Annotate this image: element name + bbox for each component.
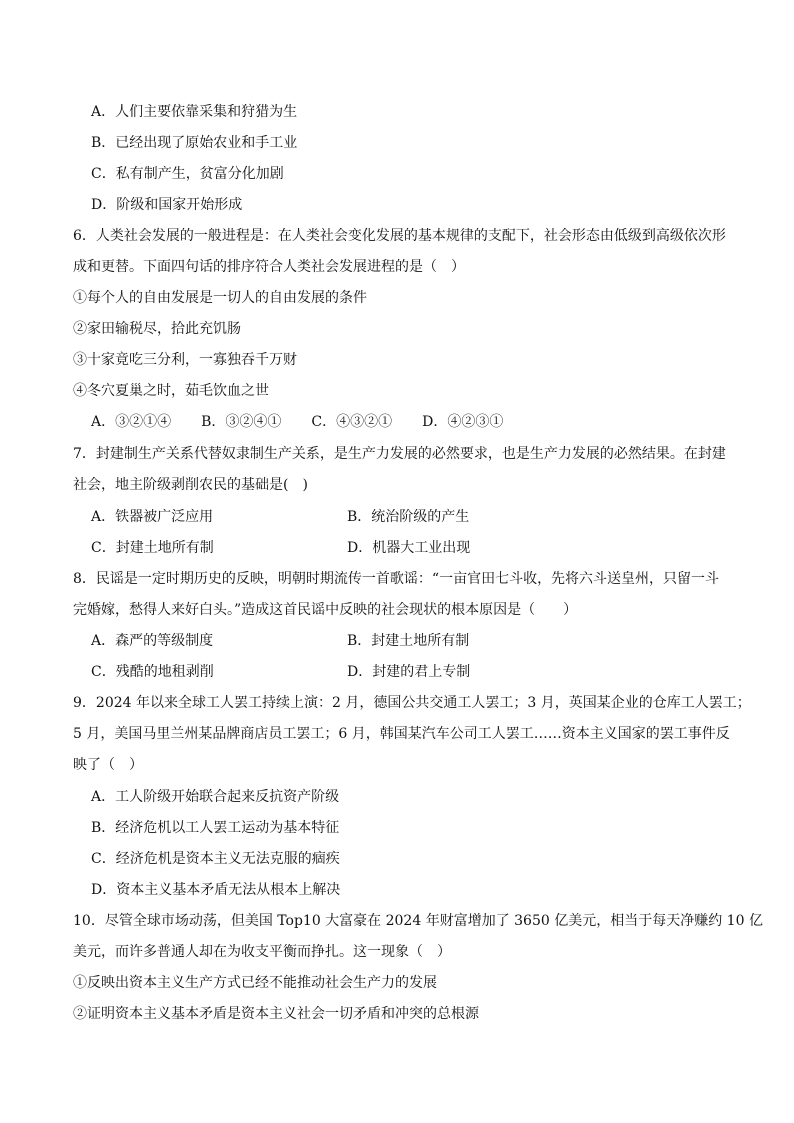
q10-stem-line2: 美元，而许多普通人却在为收支平衡而挣扎。这一现象（ ） — [73, 944, 451, 960]
q7-stem-line2: 社会，地主阶级剥削农民的基础是( ) — [73, 477, 308, 493]
q8-stem-line2: 完婚嫁，愁得人来好白头。”造成这首民谣中反映的社会现状的根本原因是（ ） — [73, 602, 578, 618]
q6-option-d: D．④②③① — [422, 414, 504, 430]
q9-option-b: B．经济危机以工人罢工运动为基本特征 — [91, 820, 340, 836]
q9-option-d: D．资本主义基本矛盾无法从根本上解决 — [91, 882, 341, 898]
q8-option-b: B．封建土地所有制 — [347, 633, 470, 649]
q7-option-d: D．机器大工业出现 — [347, 540, 471, 556]
q9-option-a: A．工人阶级开始联合起来反抗资产阶级 — [91, 789, 340, 805]
q9-stem-line1: 9．2024 年以来全球工人罢工持续上演：2 月，德国公共交通工人罢工；3 月，英国某企业的仓库工人罢工； — [73, 695, 751, 711]
q9-stem-line3: 映了（ ） — [73, 757, 143, 773]
q6-item-4: ④冬穴夏巢之时，茹毛饮血之世 — [73, 383, 269, 399]
q5-option-a: A．人们主要依靠采集和狩猎为生 — [91, 104, 298, 120]
q8-stem-line1: 8．民谣是一定时期历史的反映，明朝时期流传一首歌谣：“一亩官田七斗收，先将六斗送皇州，只留一斗 — [73, 571, 720, 587]
q6-option-b: B．③②④① — [201, 414, 282, 430]
q9-stem-line2: 5 月，美国马里兰州某品牌商店员工罢工；6 月，韩国某汽车公司工人罢工……资本主义国家的罢工事件反 — [73, 726, 730, 742]
q6-item-1: ①每个人的自由发展是一切人的自由发展的条件 — [73, 290, 367, 306]
q6-option-a: A．③②①④ — [91, 414, 172, 430]
q7-option-b: B．统治阶级的产生 — [347, 509, 470, 525]
q10-item-2: ②证明资本主义基本矛盾是资本主义社会一切矛盾和冲突的总根源 — [73, 1006, 479, 1022]
q6-item-2: ②家田输税尽，拾此充饥肠 — [73, 321, 241, 337]
q8-option-d: D．封建的君上专制 — [347, 664, 471, 680]
q10-item-1: ①反映出资本主义生产方式已经不能推动社会生产力的发展 — [73, 975, 437, 991]
q9-option-c: C．经济危机是资本主义无法克服的痼疾 — [91, 851, 340, 867]
q7-option-a: A．铁器被广泛应用 — [91, 509, 214, 525]
q6-item-3: ③十家竟吃三分利，一寡独吞千万财 — [73, 352, 297, 368]
q6-stem-line2: 成和更替。下面四句话的排序符合人类社会发展进程的是（ ） — [73, 259, 465, 275]
q5-option-c: C．私有制产生，贫富分化加剧 — [91, 166, 284, 182]
q10-stem-line1: 10．尽管全球市场动荡，但美国 Top10 大富豪在 2024 年财富增加了 3650 亿美元，相当于每天净赚约 10 亿 — [73, 913, 763, 929]
q7-stem-line1: 7．封建制生产关系代替奴隶制生产关系，是生产力发展的必然要求，也是生产力发展的必然结果。在封建 — [73, 446, 726, 462]
q6-option-c: C．④③②① — [311, 414, 393, 430]
q8-option-a: A．森严的等级制度 — [91, 633, 214, 649]
q5-option-b: B．已经出现了原始农业和手工业 — [91, 135, 298, 151]
q5-option-d: D．阶级和国家开始形成 — [91, 197, 243, 213]
q8-option-c: C．残酷的地租剥削 — [91, 664, 214, 680]
q6-stem-line1: 6．人类社会发展的一般进程是：在人类社会变化发展的基本规律的支配下，社会形态由低级到高级依次形 — [73, 228, 726, 244]
q6-options-row — [91, 412, 533, 432]
q7-option-c: C．封建土地所有制 — [91, 540, 214, 556]
